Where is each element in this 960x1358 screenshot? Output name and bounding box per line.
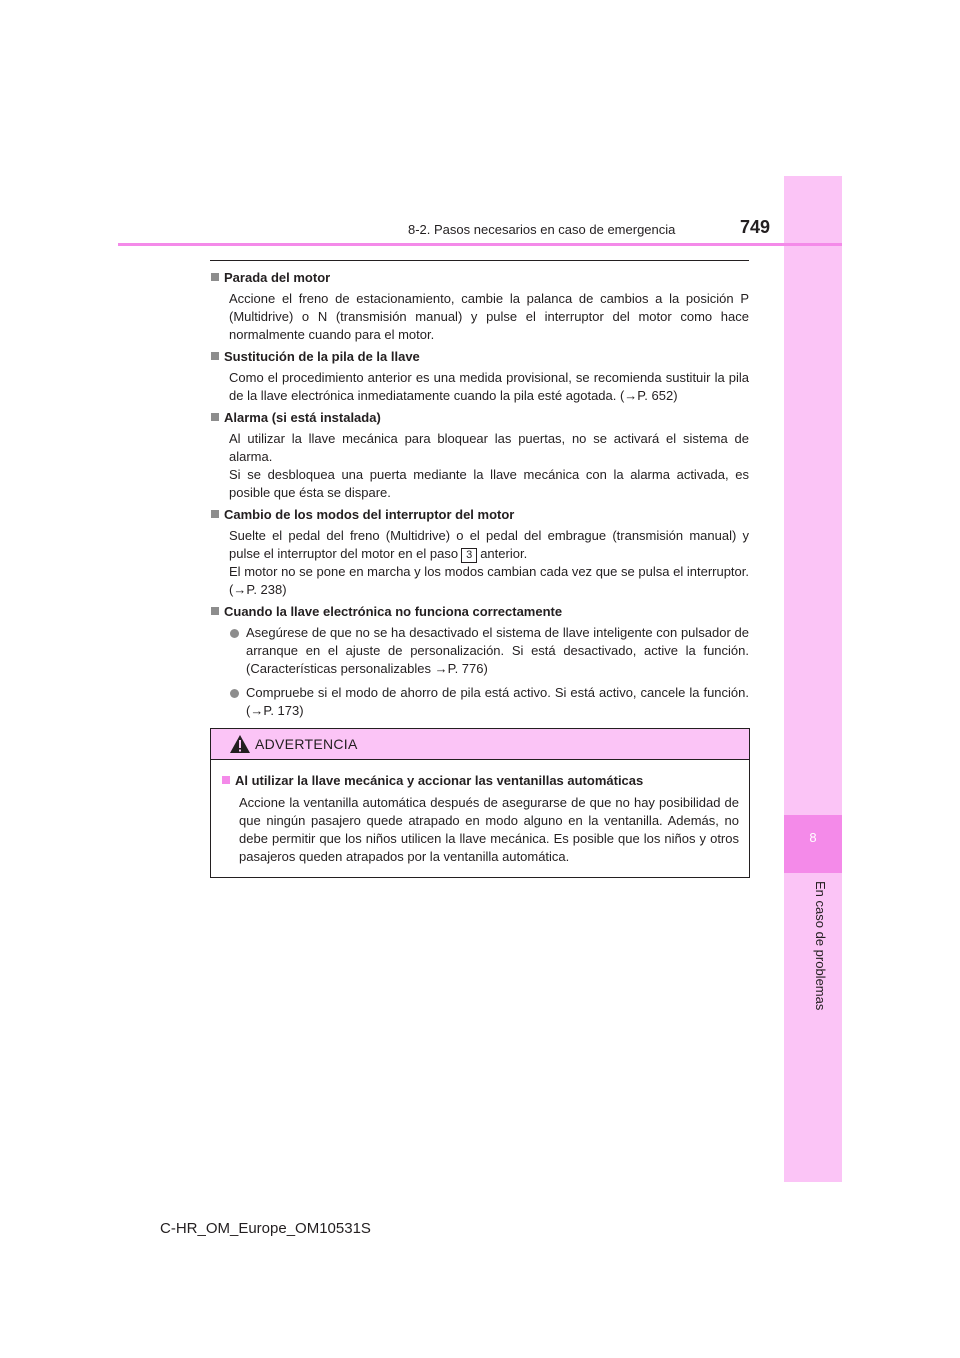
warning-box <box>210 728 750 878</box>
round-bullet-icon <box>230 629 239 638</box>
step-number-box: 3 <box>461 548 477 563</box>
chapter-side-band <box>784 176 842 1182</box>
warning-label: ADVERTENCIA <box>255 736 358 752</box>
section-body: Suelte el pedal del freno (Multidrive) o el pedal del embrague (transmisión manual) y pulse el interruptor del motor en el paso 3 anterior. <box>229 528 749 561</box>
square-bullet-icon <box>211 607 219 615</box>
page-number: 749 <box>740 217 771 237</box>
round-bullet-icon <box>230 689 239 698</box>
section-body: Al utilizar la llave mecánica para bloquear las puertas, no se activará el sistema de alarma. <box>229 431 749 464</box>
section-body: Accione el freno de estacionamiento, cambie la palanca de cambios a la posición P (Multidrive) o N (transmisión manual) y pulse el interruptor del motor como hace normalmente cuando para el motor. <box>229 291 749 342</box>
warning-triangle-icon <box>229 734 251 754</box>
section-engine-stop <box>210 269 749 344</box>
section-title: Alarma (si está instalada) <box>224 410 381 425</box>
warning-title: Al utilizar la llave mecánica y accionar las ventanillas automáticas <box>235 773 644 788</box>
header-section-title: 8-2. Pasos necesarios en caso de emergencia <box>408 222 676 237</box>
section-title: Cambio de los modos del interruptor del motor <box>224 507 515 522</box>
chapter-number: 8 <box>809 830 817 845</box>
section-title: Sustitución de la pila de la llave <box>224 349 420 364</box>
section-title: Parada del motor <box>224 270 331 285</box>
warning-body: Accione la ventanilla automática después de asegurarse de que no hay posibilidad de que ningún pasajero quede atrapado en modo alguno en la ventanilla. Además, no debe permitir que los niños utilicen la llave mecánica. Es posible que los niños y otros pasajeros queden atrapados por la ventanilla automática. <box>239 795 739 864</box>
square-bullet-icon <box>222 776 230 784</box>
square-bullet-icon <box>211 413 219 421</box>
square-bullet-icon <box>211 352 219 360</box>
section-body: Como el procedimiento anterior es una medida provisional, se recomienda sustituir la pila de la llave electrónica inmediatamente cuando la pila esté agotada. (→P. 652) <box>229 370 749 403</box>
square-bullet-icon <box>211 273 219 281</box>
section-engine-switch-modes <box>210 506 749 599</box>
header-rule <box>118 243 842 246</box>
section-key-battery <box>210 348 749 405</box>
section-key-malfunction <box>210 603 749 720</box>
warning-header <box>211 729 749 760</box>
section-title: Cuando la llave electrónica no funciona correctamente <box>224 604 563 619</box>
footer-doc-id: C-HR_OM_Europe_OM10531S <box>160 1220 371 1237</box>
list-item: Compruebe si el modo de ahorro de pila está activo. Si está activo, cancele la función. (→P. 173) <box>210 684 749 720</box>
square-bullet-icon <box>211 510 219 518</box>
section-body: Si se desbloquea una puerta mediante la llave mecánica con la alarma activada, es posible que ésta se dispare. <box>229 467 749 500</box>
main-content <box>210 266 749 726</box>
section-alarm <box>210 409 749 502</box>
list-item: Asegúrese de que no se ha desactivado el sistema de llave inteligente con pulsador de arranque en el ajuste de personalización. Si está desactivado, active la función. (Características personalizables →P. 776) <box>210 624 749 678</box>
chapter-label: En caso de problemas <box>813 881 828 1011</box>
section-body: El motor no se pone en marcha y los modos cambian cada vez que se pulsa el interruptor. (→P. 238) <box>229 564 749 597</box>
content-top-rule <box>210 260 749 261</box>
